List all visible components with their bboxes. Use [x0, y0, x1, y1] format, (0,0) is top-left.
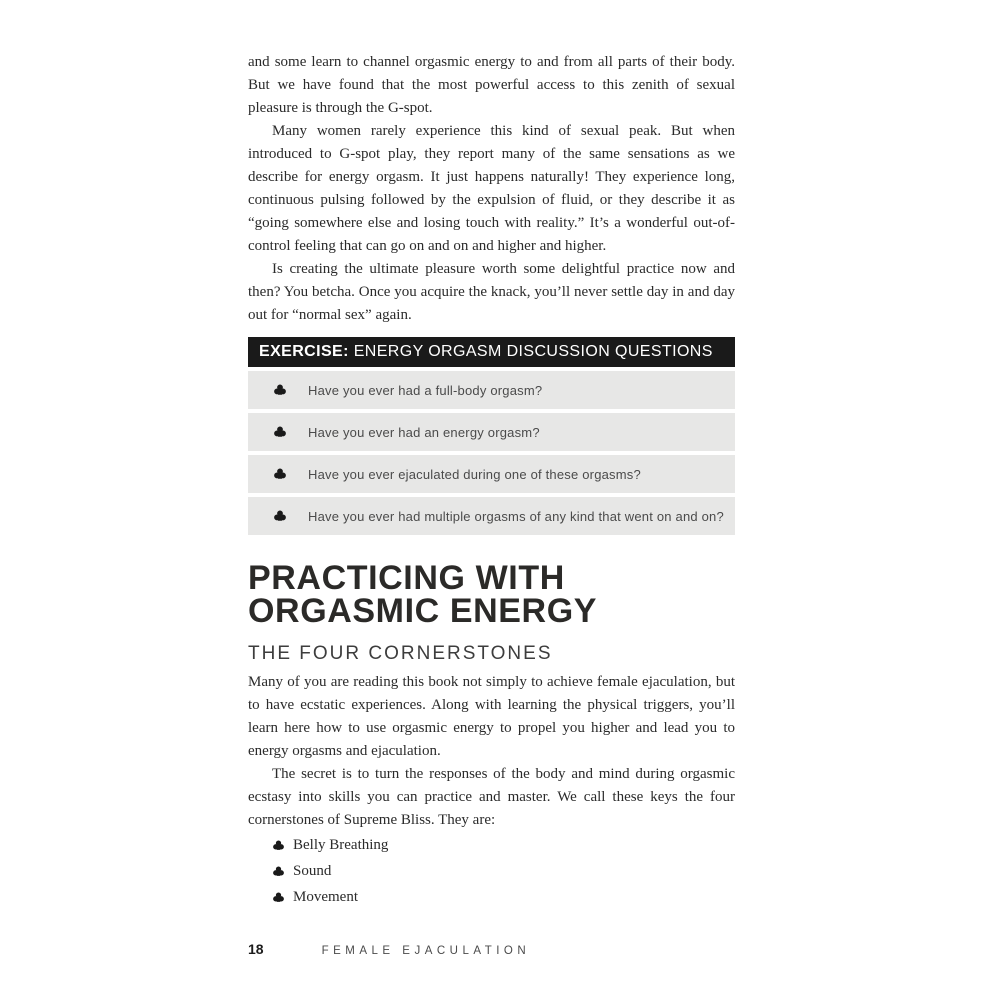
exercise-question-row: [248, 413, 735, 451]
club-icon: [273, 866, 284, 877]
exercise-question-row: [248, 371, 735, 409]
exercise-header-bar: [248, 337, 735, 367]
exercise-title: ENERGY ORGASM DISCUSSION QUESTIONS: [348, 343, 713, 360]
bullet-item-text: Sound: [293, 862, 332, 879]
exercise-question-row: [248, 455, 735, 493]
exercise-question-text: Have you ever ejaculated during one of these orgasms?: [308, 466, 641, 482]
exercise-question-text: Have you ever had an energy orgasm?: [308, 424, 540, 440]
section-heading-line2: ORGASMIC ENERGY: [248, 592, 598, 630]
page-content: [248, 0, 735, 910]
section-subheading: THE FOUR CORNERSTONES: [248, 643, 553, 664]
body-paragraph: and some learn to channel orgasmic energy to and from all parts of their body. But we have found that the most powerful access to this zenith of sexual pleasure is through the G-spot.: [248, 54, 735, 116]
exercise-question-text: Have you ever had a full-body orgasm?: [308, 382, 543, 398]
bullet-item: [248, 858, 735, 884]
exercise-label: EXERCISE:: [259, 343, 349, 360]
body-paragraph: Many of you are reading this book not simply to achieve female ejaculation, but to have ecstatic experiences. Along with learning the physical triggers, you’ll learn here how to use orgasmic energy to propel you higher and lead you to energy orgasms and ejaculation.: [248, 674, 735, 759]
bullet-item: [248, 884, 735, 910]
cornerstones-bullet-list: [248, 832, 735, 910]
section-heading-line1: PRACTICING WITH: [248, 559, 565, 597]
bullet-item-text: Movement: [293, 888, 358, 905]
page-number: 18: [248, 941, 264, 957]
club-icon: [274, 468, 286, 480]
running-footer-title: FEMALE EJACULATION: [321, 945, 531, 957]
exercise-question-text: Have you ever had multiple orgasms of any kind that went on and on?: [308, 508, 724, 524]
exercise-question-row: [248, 497, 735, 535]
club-icon: [274, 510, 286, 522]
body-paragraph: Many women rarely experience this kind of sexual peak. But when introduced to G-spot play, they report many of the same sensations as we describe for energy orgasm. It just happens naturally! They experience long, continuous pulsing followed by the expulsion of fluid, or they describe it as “going somewhere else and losing touch with reality.” It’s a wonderful out-of-control feeling that can go on and on and higher and higher.: [248, 123, 735, 254]
section-heading: [248, 559, 735, 630]
club-icon: [274, 384, 286, 396]
bullet-item: [248, 832, 735, 858]
exercise-question-list: [248, 371, 735, 535]
club-icon: [274, 426, 286, 438]
club-icon: [273, 840, 284, 851]
body-paragraph: The secret is to turn the responses of the body and mind during orgasmic ecstasy into skills you can practice and master. We call these keys the four cornerstones of Supreme Bliss. They are:: [248, 766, 735, 828]
bullet-item-text: Belly Breathing: [293, 836, 389, 853]
page-footer: [248, 941, 530, 957]
body-paragraph: Is creating the ultimate pleasure worth some delightful practice now and then? You betcha. Once you acquire the knack, you’ll never settle day in and day out for “normal sex” again.: [248, 261, 735, 323]
section-paragraphs: [248, 671, 735, 832]
intro-paragraphs: [248, 51, 735, 327]
club-icon: [273, 892, 284, 903]
